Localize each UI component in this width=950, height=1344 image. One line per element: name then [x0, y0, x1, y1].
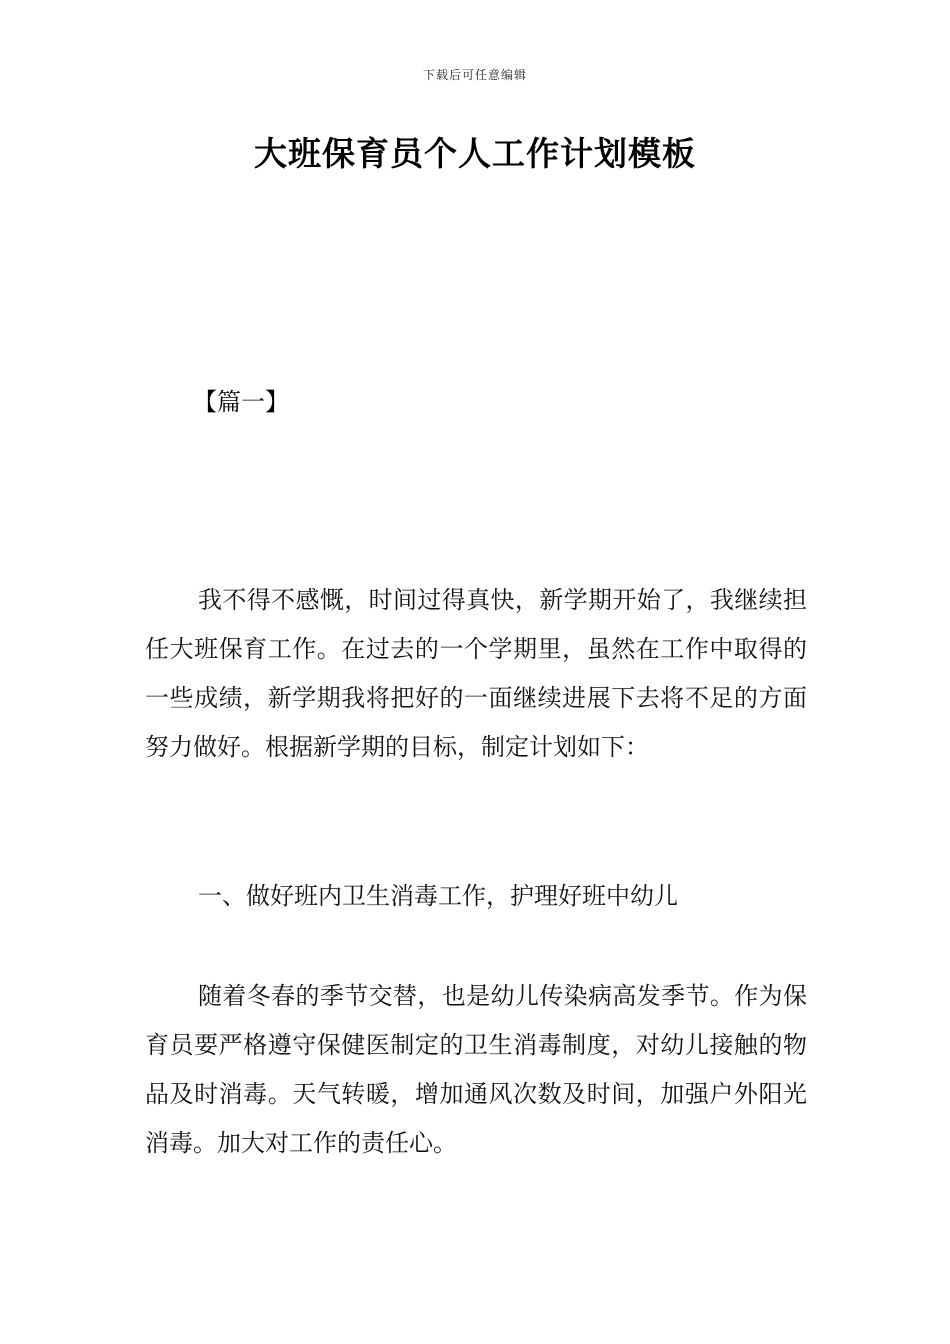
paragraph-intro: 我不得不感慨，时间过得真快，新学期开始了，我继续担任大班保育工作。在过去的一个学期里，虽然在工作中取得的一些成绩，新学期我将把好的一面继续进展下去将不足的方面努力做好。根据新学期的目标，制定计划如下： [145, 586, 807, 761]
section-heading-1: 一、做好班内卫生消毒工作，护理好班中幼儿 [198, 882, 678, 910]
header-note: 下载后可任意编辑 [422, 68, 527, 82]
section-label: 【篇一】 [193, 388, 289, 416]
document-title: 大班保育员个人工作计划模板 [254, 134, 696, 173]
paragraph-hygiene: 随着冬春的季节交替，也是幼儿传染病高发季节。作为保育员要严格遵守保健医制定的卫生消毒制度，对幼儿接触的物品及时消毒。天气转暖，增加通风次数及时间，加强户外阳光消毒。加大对工作的责任心。 [145, 982, 807, 1157]
